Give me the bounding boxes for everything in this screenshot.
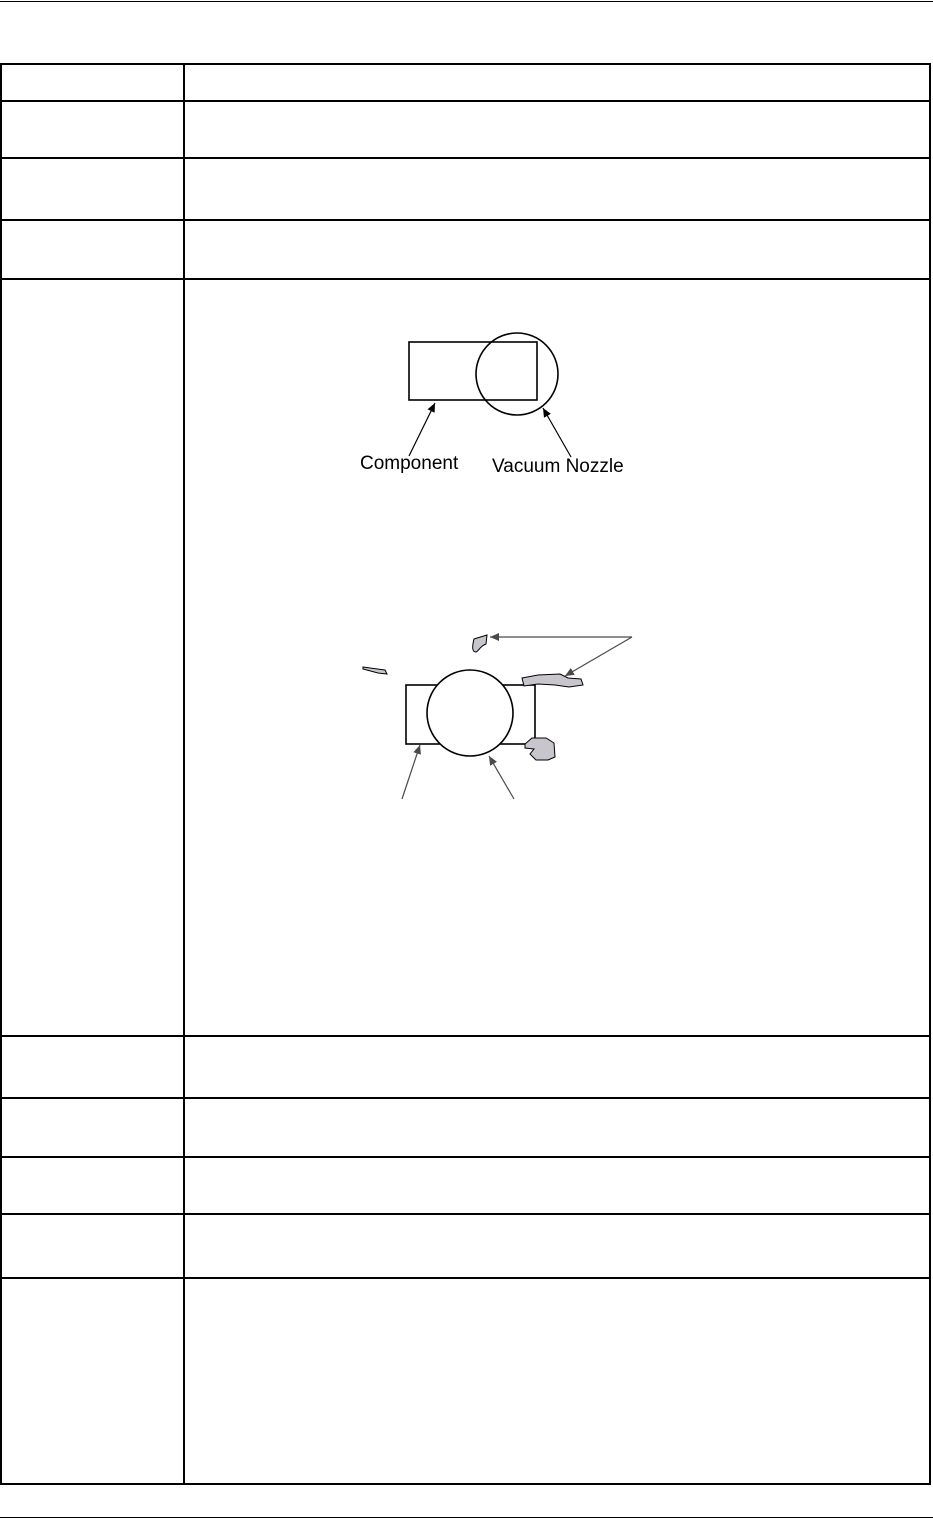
table-cell <box>1 1214 184 1278</box>
table-row <box>1 101 930 158</box>
table-cell <box>1 1278 184 1484</box>
table-cell <box>184 1157 930 1214</box>
table-cell <box>1 220 184 279</box>
debris-particle <box>522 674 583 687</box>
row-label <box>2 280 183 292</box>
table-cell <box>184 101 930 158</box>
nozzle-arrow <box>489 756 514 799</box>
row-content <box>185 1215 929 1227</box>
procedure-table <box>0 63 931 1485</box>
pickup-diagrams <box>185 280 933 1035</box>
debris-particle <box>473 635 487 652</box>
vacuum-nozzle-outline <box>427 670 513 756</box>
row-label <box>2 65 183 77</box>
table-cell <box>184 1214 930 1278</box>
component-label: Component <box>360 453 459 474</box>
table-cell <box>184 1278 930 1484</box>
row-content <box>185 1099 929 1111</box>
component-arrow <box>409 403 435 456</box>
table-row <box>1 64 930 101</box>
top-rule <box>0 1 933 2</box>
row-label <box>2 102 183 114</box>
table-cell <box>1 158 184 220</box>
row-content <box>185 1037 929 1049</box>
row-content <box>185 65 929 77</box>
table-row <box>1 1098 930 1157</box>
correct-pickup-diagram <box>360 333 624 477</box>
row-label <box>2 1215 183 1227</box>
row-label <box>2 159 183 171</box>
row-label <box>2 1037 183 1049</box>
table-cell <box>184 1036 930 1098</box>
table-row <box>1 279 930 1036</box>
diagram-cell <box>184 279 930 1036</box>
table-cell <box>184 220 930 279</box>
debris-particle <box>525 738 555 760</box>
table-cell <box>1 64 184 101</box>
table-cell <box>1 1157 184 1214</box>
vacuum-nozzle-outline <box>476 333 558 415</box>
table-cell <box>1 1098 184 1157</box>
table-row <box>1 1036 930 1098</box>
table-cell <box>1 279 184 1036</box>
row-content <box>185 159 929 171</box>
table-row <box>1 158 930 220</box>
table-row <box>1 1214 930 1278</box>
row-label <box>2 1279 183 1291</box>
row-label <box>2 1158 183 1170</box>
table-cell <box>184 64 930 101</box>
table-row <box>1 1278 930 1484</box>
nozzle-arrow <box>543 408 571 457</box>
table-row <box>1 1157 930 1214</box>
table-cell <box>184 1098 930 1157</box>
table-cell <box>1 1036 184 1098</box>
debris-pointer-arrow <box>565 637 632 676</box>
vacuum-nozzle-label: Vacuum Nozzle <box>492 456 624 477</box>
row-content <box>185 102 929 114</box>
diagram-area <box>185 280 929 1035</box>
debris-particle <box>363 667 387 674</box>
row-content <box>185 1158 929 1170</box>
table-cell <box>184 158 930 220</box>
table-row <box>1 220 930 279</box>
component-outline <box>409 342 537 400</box>
debris-pickup-diagram <box>363 635 632 799</box>
row-label <box>2 1099 183 1111</box>
row-content <box>185 221 929 233</box>
component-arrow <box>402 745 420 799</box>
table-cell <box>1 101 184 158</box>
row-label <box>2 221 183 233</box>
row-content <box>185 1279 929 1291</box>
